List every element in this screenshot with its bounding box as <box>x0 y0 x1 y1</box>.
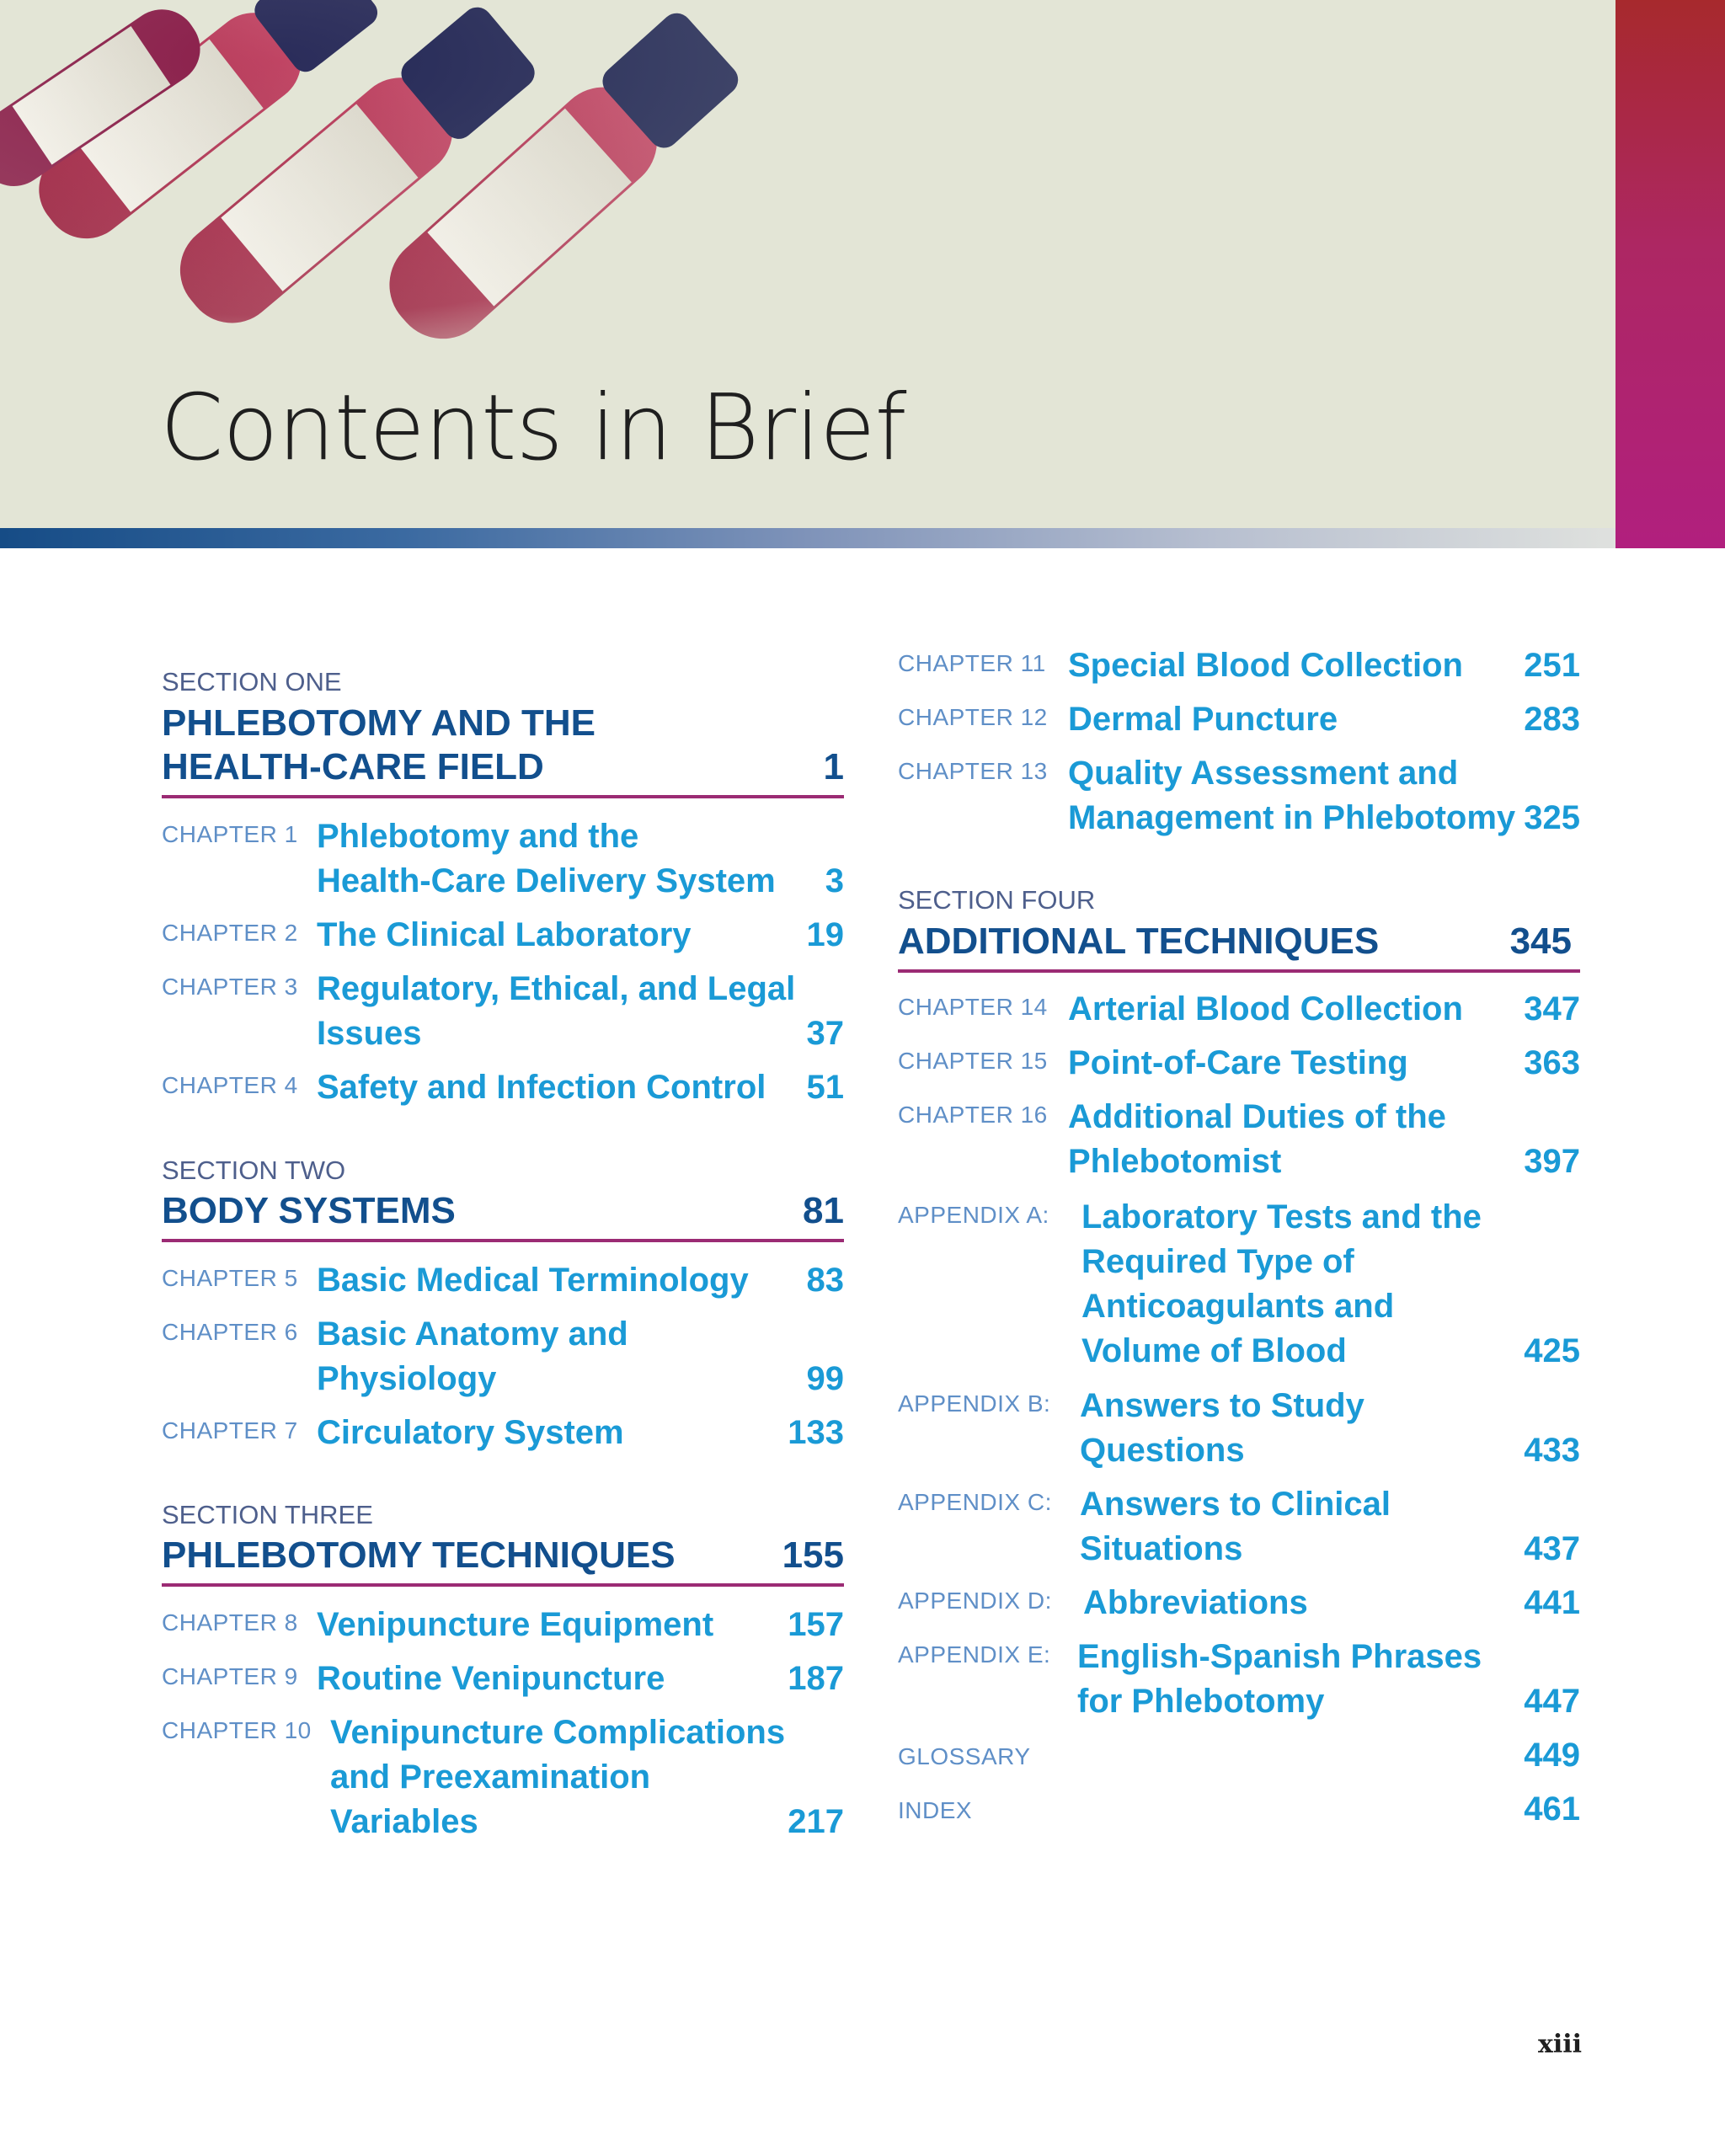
index-page: 461 <box>1524 1790 1580 1828</box>
section-label: SECTION FOUR <box>898 885 1096 915</box>
appendix-title: English-Spanish Phrases <box>1077 1638 1482 1675</box>
appendix-page: 437 <box>1524 1530 1580 1567</box>
chapter-title: Basic Anatomy and <box>317 1315 628 1353</box>
chapter-title: The Clinical Laboratory <box>317 916 692 953</box>
chapter-page: 37 <box>806 1015 844 1052</box>
chapter-label: CHAPTER 9 <box>162 1663 298 1689</box>
section-label: SECTION ONE <box>162 667 342 696</box>
chapter-page: 217 <box>788 1803 844 1840</box>
chapter-label: CHAPTER 11 <box>898 650 1046 676</box>
section-page: 155 <box>782 1534 844 1576</box>
section-page: 81 <box>803 1190 844 1231</box>
section-rule <box>162 1583 844 1587</box>
chapter-label: CHAPTER 13 <box>898 758 1048 784</box>
chapter-title: Routine Venipuncture <box>317 1660 665 1697</box>
chapter-title: Venipuncture Equipment <box>317 1606 714 1643</box>
chapter-title: Basic Medical Terminology <box>317 1262 749 1299</box>
appendix-title: Answers to Study <box>1080 1387 1365 1424</box>
blood-tubes-photo <box>0 0 927 404</box>
chapter-title: Physiology <box>317 1360 497 1397</box>
chapter-title: Dermal Puncture <box>1068 701 1338 738</box>
chapter-title: Issues <box>317 1015 422 1052</box>
section-title: ADDITIONAL TECHNIQUES <box>898 921 1380 962</box>
chapter-title: Health-Care Delivery System <box>317 862 776 899</box>
chapter-title: Phlebotomist <box>1068 1143 1282 1180</box>
chapter-title: Venipuncture Complications <box>330 1714 786 1751</box>
section-title: PHLEBOTOMY TECHNIQUES <box>162 1534 676 1576</box>
appendix-page: 433 <box>1524 1432 1580 1469</box>
chapter-page: 397 <box>1524 1143 1580 1180</box>
appendix-label: APPENDIX E: <box>898 1641 1051 1668</box>
index-label: INDEX <box>898 1797 973 1823</box>
section-title: PHLEBOTOMY AND THE <box>162 702 596 744</box>
chapter-page: 19 <box>806 916 844 953</box>
appendix-title: Questions <box>1080 1432 1245 1469</box>
appendix-title: for Phlebotomy <box>1077 1683 1325 1720</box>
section-title: BODY SYSTEMS <box>162 1190 456 1231</box>
chapter-title: Additional Duties of the <box>1068 1098 1446 1135</box>
chapter-label: CHAPTER 14 <box>898 994 1048 1020</box>
appendix-page: 441 <box>1524 1584 1580 1621</box>
chapter-label: CHAPTER 6 <box>162 1319 298 1345</box>
chapter-label: CHAPTER 3 <box>162 974 298 1000</box>
header-gradient-bar <box>0 528 1616 548</box>
section-rule <box>898 969 1580 973</box>
appendix-title: Anticoagulants and <box>1081 1288 1395 1325</box>
chapter-label: CHAPTER 15 <box>898 1048 1048 1074</box>
appendix-label: APPENDIX D: <box>898 1588 1052 1614</box>
page-title: Contents in Brief <box>160 376 906 481</box>
section-label: SECTION THREE <box>162 1500 373 1529</box>
glossary-page: 449 <box>1524 1737 1580 1774</box>
page-number: xiii <box>1538 2030 1583 2059</box>
appendix-title: Situations <box>1080 1530 1243 1567</box>
chapter-page: 51 <box>806 1069 844 1106</box>
side-color-bar <box>1616 0 1725 548</box>
chapter-page: 83 <box>806 1262 844 1299</box>
section-page: 345 <box>1509 921 1572 962</box>
chapter-label: CHAPTER 16 <box>898 1102 1048 1128</box>
section-label: SECTION TWO <box>162 1155 346 1185</box>
chapter-title: Safety and Infection Control <box>317 1069 766 1106</box>
chapter-label: CHAPTER 1 <box>162 821 298 847</box>
appendix-title: Laboratory Tests and the <box>1081 1198 1482 1235</box>
section-page: 1 <box>823 746 844 787</box>
chapter-label: CHAPTER 2 <box>162 920 298 946</box>
appendix-label: APPENDIX C: <box>898 1489 1052 1515</box>
chapter-page: 99 <box>806 1360 844 1397</box>
chapter-page: 251 <box>1524 647 1580 684</box>
chapter-title: Arterial Blood Collection <box>1068 990 1463 1027</box>
appendix-title: Abbreviations <box>1083 1584 1308 1621</box>
chapter-label: CHAPTER 4 <box>162 1072 298 1098</box>
appendix-label: APPENDIX B: <box>898 1390 1051 1417</box>
appendix-title: Required Type of <box>1081 1243 1354 1280</box>
chapter-page: 3 <box>825 862 844 899</box>
chapter-label: CHAPTER 8 <box>162 1609 298 1636</box>
appendix-page: 447 <box>1524 1683 1580 1720</box>
chapter-page: 347 <box>1524 990 1580 1027</box>
appendix-label: APPENDIX A: <box>898 1202 1049 1228</box>
chapter-title: Point-of-Care Testing <box>1068 1044 1408 1081</box>
appendix-page: 425 <box>1524 1332 1580 1369</box>
chapter-title: Regulatory, Ethical, and Legal <box>317 970 796 1007</box>
chapter-title: and Preexamination <box>330 1758 651 1796</box>
chapter-title: Quality Assessment and <box>1068 755 1459 792</box>
glossary-label: GLOSSARY <box>898 1743 1031 1769</box>
chapter-title: Circulatory System <box>317 1414 624 1451</box>
chapter-title: Special Blood Collection <box>1068 647 1463 684</box>
chapter-page: 187 <box>788 1660 844 1697</box>
chapter-label: CHAPTER 7 <box>162 1417 298 1444</box>
section-title: HEALTH-CARE FIELD <box>162 746 544 787</box>
header-banner <box>0 0 1616 528</box>
chapter-title: Phlebotomy and the <box>317 818 639 855</box>
chapter-title: Management in Phlebotomy <box>1068 799 1516 836</box>
chapter-label: CHAPTER 12 <box>898 704 1048 730</box>
appendix-title: Volume of Blood <box>1081 1332 1347 1369</box>
chapter-label: CHAPTER 5 <box>162 1265 298 1291</box>
chapter-page: 325 <box>1524 799 1580 836</box>
chapter-page: 133 <box>788 1414 844 1451</box>
section-rule <box>162 795 844 798</box>
appendix-title: Answers to Clinical <box>1080 1486 1391 1523</box>
section-rule <box>162 1239 844 1242</box>
chapter-page: 157 <box>788 1606 844 1643</box>
chapter-page: 283 <box>1524 701 1580 738</box>
chapter-label: CHAPTER 10 <box>162 1717 312 1743</box>
chapter-title: Variables <box>330 1803 478 1840</box>
chapter-page: 363 <box>1524 1044 1580 1081</box>
